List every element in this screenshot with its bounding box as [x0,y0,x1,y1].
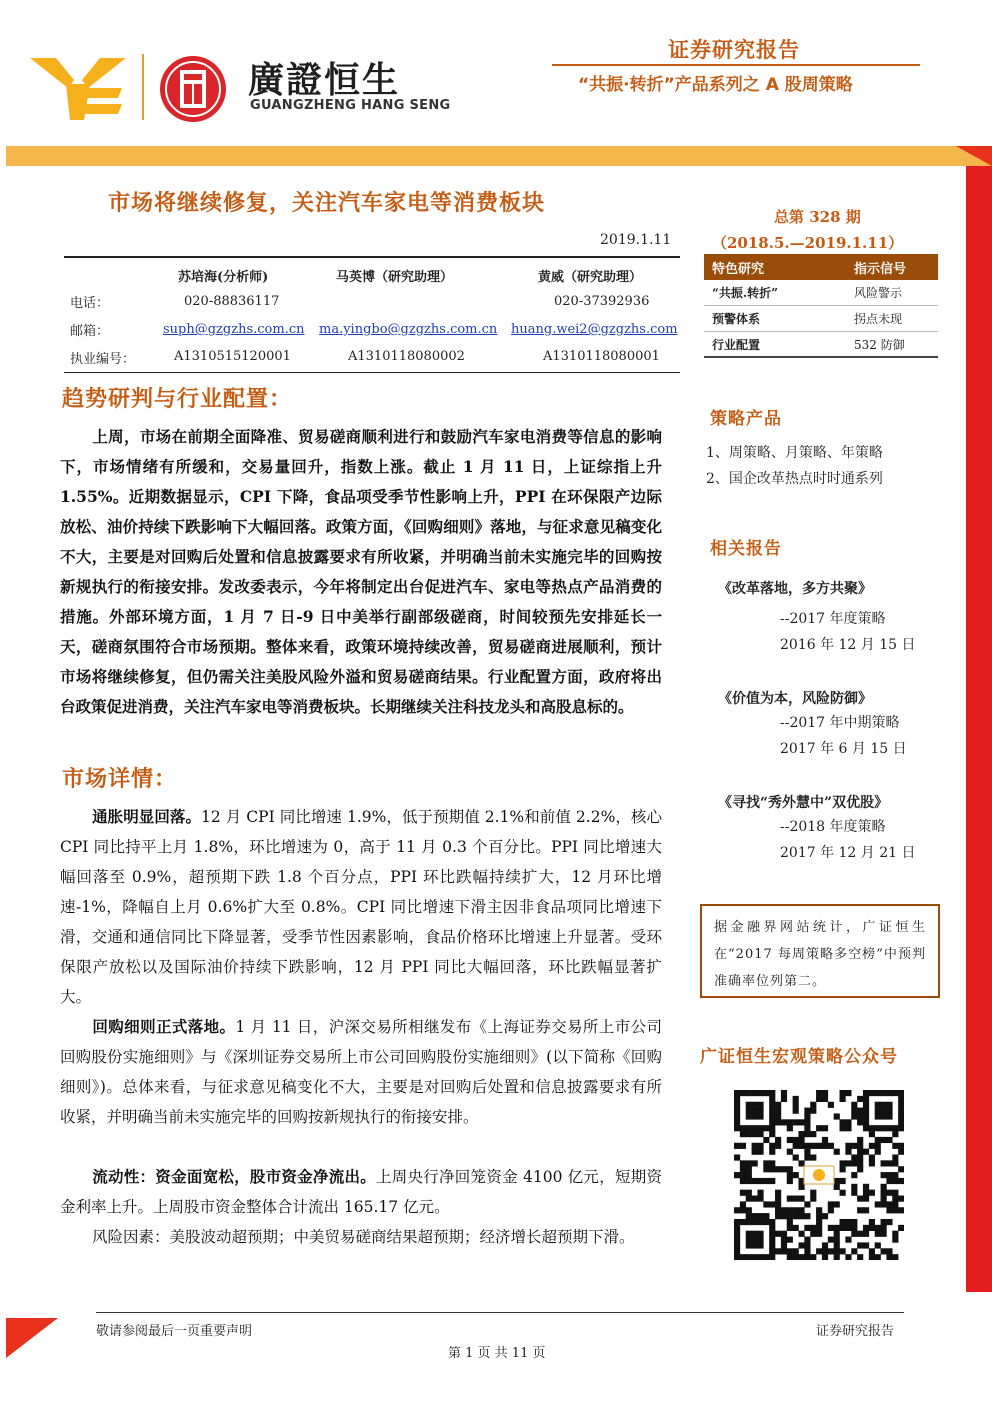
contact-license-2: A1310118080002 [348,349,465,364]
section-heading-trend: 趋势研判与行业配置： [62,386,293,412]
section-heading-market: 市场详情： [62,766,178,792]
trend-paragraph [60,422,662,722]
market-p4-text: 风险因素：美股波动超预期；中美贸易磋商结果超预期；经济增长超预期下滑。 [92,1228,635,1246]
trend-text: 上周，市场在前期全面降准、贸易磋商顺利进行和鼓励汽车家电消费等信息的影响下，市场情绪有所缓和，交易量回升，指数上涨。截止 1 月 11 日，上证综指上升 1.55%。近期数据显示，CPI 下降，食品项受季节性影响上升，PPI 在环保限产边际放松、油价持续下跌影响下大幅回落。政策方面，《回购细则》落地，与征求意见稿变化不大，主要是对回购后处置和信息披露要求有所收紧，并明确当前未实施完毕的回购按新规执行的衔接安排。发改委表示，今年将制定出台促进汽车、家电等热点产品消费的措施。外部环境方面，1 月 7 日-9 日中美举行副部级磋商，时间较预先安排延长一天，磋商氛围符合市场预期。整体来看，政策环境持续改善，贸易磋商进展顺利，预计市场将继续修复，但仍需关注美股风险外溢和贸易磋商结果。行业配置方面，政府将出台政策促进消费，关注汽车家电等消费板块。长期继续关注科技龙头和高股息标的。 [60,427,662,716]
related-type-3: --2018 年度策略 [780,819,886,835]
contacts-bottom-rule [64,372,680,373]
product-item-2: 2、国企改革热点时时通系列 [706,471,883,487]
related-date-2: 2017 年 6 月 15 日 [780,741,907,757]
contact-name-1: 苏培海(分析师) [178,270,269,285]
qr-code-icon[interactable] [734,1090,904,1260]
contact-email-1[interactable]: suph@gzgzhs.com.cn [163,322,305,337]
footer-rule [96,1312,904,1313]
phone-label: 电话： [70,296,110,311]
report-series: “共振·转折”产品系列之 A 股周策略 [578,75,853,95]
report-date: 2019.1.11 [600,232,672,248]
product-item-1: 1、周策略、月策略、年策略 [706,445,883,461]
signal-row-name: “共振.转折” [712,286,778,300]
issue-number: 总第 328 期 [774,208,861,226]
seal-logo-icon [158,54,228,124]
ranking-note: 据金融界网站统计，广证恒生在“2017 每周策略多空榜”中预判准确率位列第二。 [700,904,940,998]
market-paragraph-3 [60,1162,662,1222]
signal-row-name: 预警体系 [712,312,761,326]
related-type-1: --2017 年度策略 [780,611,886,627]
market-p1-lead: 通胀明显回落。 [92,807,202,826]
related-title-1[interactable]: 《改革落地，多方共聚》 [718,581,872,597]
right-red-bar [966,166,992,1292]
contact-phone-1: 020-88836117 [184,294,280,309]
contact-phone-3: 020-37392936 [554,294,650,309]
related-date-3: 2017 年 12 月 21 日 [780,845,916,861]
footer-disclaimer: 敬请参阅最后一页重要声明 [96,1324,253,1339]
signal-row-name: 行业配置 [712,337,761,352]
related-title-2[interactable]: 《价值为本，风险防御》 [718,691,872,707]
market-paragraph-2 [60,1012,662,1132]
page-number: 第 1 页 共 11 页 [448,1346,546,1361]
signal-row-value: 风险警示 [854,286,903,300]
signal-table [704,254,938,358]
issue-range: （2018.5.—2019.1.11） [712,234,904,252]
top-gold-bar [6,146,992,166]
logo-separator [142,54,144,120]
table-row [704,280,938,306]
contact-license-3: A1310118080001 [543,349,660,364]
related-title-3[interactable]: 《寻找“秀外慧中”双优股》 [718,795,889,811]
signal-header-research: 特色研究 [712,261,765,277]
logo-english-name: GUANGZHENG HANG SENG [250,98,451,113]
contact-name-2: 马英博（研究助理） [336,270,454,285]
yellow-y-logo-icon [30,58,126,120]
market-p3-text: 上周央行净回笼资金 4100 亿元，短期资金利率上升。上周股市资金整体合计流出 165.17 亿元。 [60,1168,662,1216]
related-heading: 相关报告 [710,539,782,559]
table-row [704,332,938,358]
related-date-1: 2016 年 12 月 15 日 [780,637,916,653]
logo-chinese-name: 廣證恒生 [248,60,401,101]
market-p2-text: 1 月 11 日，沪深交易所相继发布《上海证券交易所上市公司回购股份实施细则》与《深圳证券交易所上市公司回购股份实施细则》(以下简称《回购细则》)。总体来看，与征求意见稿变化不大，主要是对回购后处置和信息披露要求有所收紧，并明确当前未实施完毕的回购按新规执行的衔接安排。 [60,1018,662,1126]
contacts-top-rule [64,256,680,258]
bottom-red-corner [6,1318,58,1358]
market-paragraph-1 [60,802,662,1012]
page-title: 市场将继续修复，关注汽车家电等消费板块 [108,190,546,216]
signal-row-value: 拐点未现 [854,312,903,326]
related-type-2: --2017 年中期策略 [780,715,900,731]
contact-email-2[interactable]: ma.yingbo@gzgzhs.com.cn [319,322,498,337]
contact-email-3[interactable]: huang.wei2@gzgzhs.com [511,322,678,337]
market-p3-lead: 流动性：资金面宽松，股市资金净流出。 [92,1167,376,1186]
wechat-account-title: 广证恒生宏观策略公众号 [700,1047,898,1067]
footer-report-type: 证券研究报告 [816,1324,895,1339]
signal-header-signal: 指示信号 [854,261,907,277]
signal-row-value: 532 防御 [854,337,905,352]
signal-table-header [704,254,938,280]
products-heading: 策略产品 [710,409,782,429]
top-red-corner [956,146,992,166]
header-divider [552,64,920,66]
market-p2-lead: 回购细则正式落地。 [92,1017,236,1036]
market-p1-text: 12 月 CPI 同比增速 1.9%，低于预期值 2.1%和前值 2.2%，核心 CPI 同比持平上月 1.8%，环比增速为 0，高于 11 月 0.3 个百分比。PPI 同比增速大幅回落至 0.9%，超预期下跌 1.8 个百分点，PPI 环比跌幅持续扩大，12 月环比增速-1%，降幅自上月 0.6%扩大至 0.8%。CPI 同比增速下滑主因非食品项同比增速下滑，交通和通信同比下降显著，受季节性因素影响，食品价格环比增速上升显著。受环保限产放松以及国际油价持续下跌影响，12 月 PPI 同比大幅回落，环比跌幅显著扩大。 [60,808,662,1006]
license-label: 执业编号： [70,352,136,367]
contact-name-3: 黄威（研究助理） [538,270,643,285]
report-type: 证券研究报告 [668,38,800,62]
contact-license-1: A1310515120001 [174,349,291,364]
email-label: 邮箱： [70,324,110,339]
market-paragraph-4 [60,1222,662,1252]
table-row [704,306,938,332]
